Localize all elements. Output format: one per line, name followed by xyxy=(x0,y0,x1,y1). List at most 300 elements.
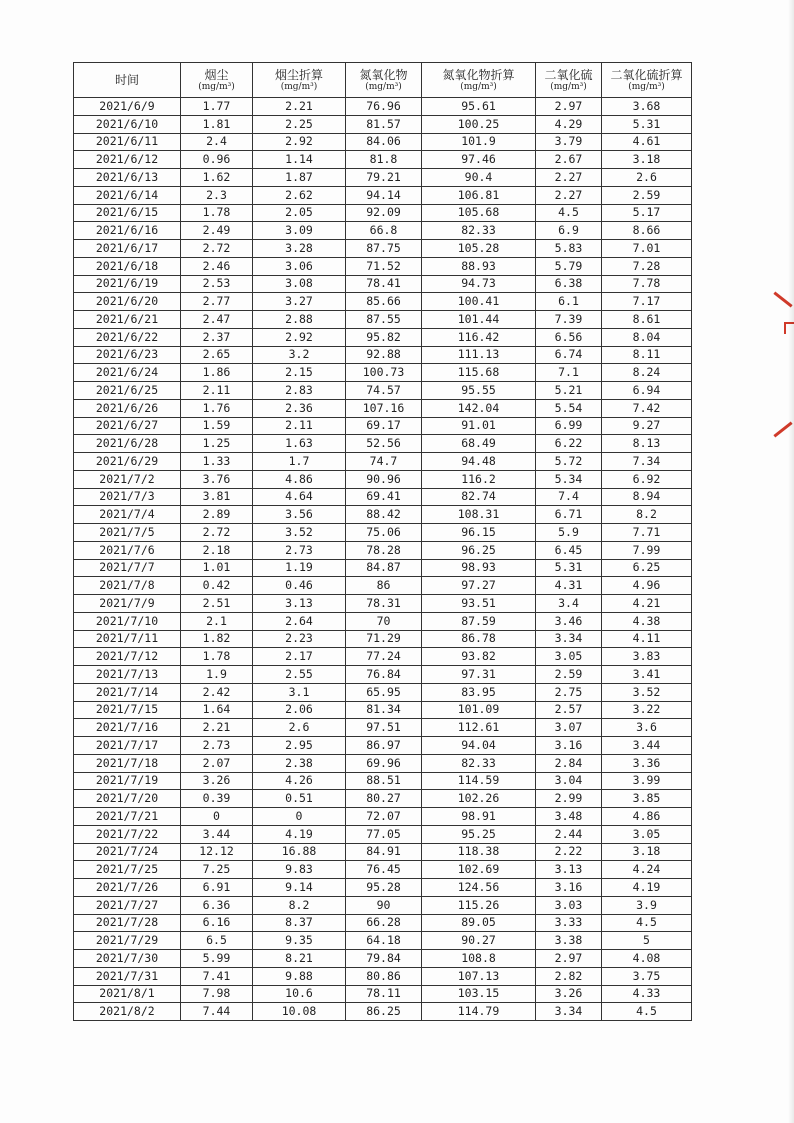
date-cell: 2021/6/9 xyxy=(74,98,181,116)
value-cell: 2.05 xyxy=(253,204,346,222)
value-cell: 3.03 xyxy=(536,896,602,914)
value-cell: 7.99 xyxy=(602,541,692,559)
value-cell: 2.1 xyxy=(181,612,253,630)
value-cell: 86.25 xyxy=(346,1003,422,1021)
value-cell: 115.26 xyxy=(422,896,536,914)
value-cell: 7.4 xyxy=(536,488,602,506)
table-row xyxy=(74,737,692,755)
value-cell: 2.83 xyxy=(253,382,346,400)
value-cell: 7.98 xyxy=(181,985,253,1003)
value-cell: 69.96 xyxy=(346,754,422,772)
value-cell: 2.99 xyxy=(536,790,602,808)
column-header xyxy=(536,63,602,98)
value-cell: 2.37 xyxy=(181,328,253,346)
value-cell: 89.05 xyxy=(422,914,536,932)
table-row xyxy=(74,861,692,879)
value-cell: 112.61 xyxy=(422,719,536,737)
value-cell: 5.34 xyxy=(536,470,602,488)
table-row xyxy=(74,524,692,542)
table-body xyxy=(74,98,692,1021)
value-cell: 5.83 xyxy=(536,240,602,258)
value-cell: 87.55 xyxy=(346,311,422,329)
value-cell: 3.16 xyxy=(536,879,602,897)
table-row xyxy=(74,169,692,187)
value-cell: 4.5 xyxy=(602,914,692,932)
value-cell: 65.95 xyxy=(346,683,422,701)
table-row xyxy=(74,1003,692,1021)
date-cell: 2021/6/25 xyxy=(74,382,181,400)
value-cell: 71.52 xyxy=(346,257,422,275)
value-cell: 100.25 xyxy=(422,115,536,133)
value-cell: 4.31 xyxy=(536,577,602,595)
value-cell: 2.46 xyxy=(181,257,253,275)
value-cell: 8.24 xyxy=(602,364,692,382)
column-header-label: 氮氧化物折算 xyxy=(442,67,515,82)
value-cell: 106.81 xyxy=(422,186,536,204)
table-row xyxy=(74,932,692,950)
column-header-unit: (mg/m³) xyxy=(460,81,497,92)
date-cell: 2021/7/21 xyxy=(74,808,181,826)
value-cell: 2.06 xyxy=(253,701,346,719)
column-header xyxy=(74,63,181,98)
value-cell: 4.5 xyxy=(602,1003,692,1021)
value-cell: 2.11 xyxy=(181,382,253,400)
date-cell: 2021/7/7 xyxy=(74,559,181,577)
table-row xyxy=(74,399,692,417)
value-cell: 2.72 xyxy=(181,524,253,542)
table-row xyxy=(74,577,692,595)
value-cell: 107.16 xyxy=(346,399,422,417)
value-cell: 107.13 xyxy=(422,967,536,985)
value-cell: 8.04 xyxy=(602,328,692,346)
value-cell: 2.73 xyxy=(253,541,346,559)
date-cell: 2021/7/31 xyxy=(74,967,181,985)
column-header xyxy=(253,63,346,98)
date-cell: 2021/7/26 xyxy=(74,879,181,897)
date-cell: 2021/7/8 xyxy=(74,577,181,595)
value-cell: 7.39 xyxy=(536,311,602,329)
value-cell: 90.96 xyxy=(346,470,422,488)
header-row xyxy=(74,63,692,98)
value-cell: 66.28 xyxy=(346,914,422,932)
value-cell: 114.79 xyxy=(422,1003,536,1021)
value-cell: 3.06 xyxy=(253,257,346,275)
value-cell: 0.39 xyxy=(181,790,253,808)
table-row xyxy=(74,417,692,435)
value-cell: 86 xyxy=(346,577,422,595)
table-row xyxy=(74,435,692,453)
value-cell: 79.84 xyxy=(346,950,422,968)
table-row xyxy=(74,311,692,329)
date-cell: 2021/7/9 xyxy=(74,595,181,613)
value-cell: 69.17 xyxy=(346,417,422,435)
value-cell: 105.28 xyxy=(422,240,536,258)
value-cell: 96.15 xyxy=(422,524,536,542)
value-cell: 105.68 xyxy=(422,204,536,222)
value-cell: 84.87 xyxy=(346,559,422,577)
table-row xyxy=(74,612,692,630)
value-cell: 118.38 xyxy=(422,843,536,861)
table-row xyxy=(74,701,692,719)
table-row xyxy=(74,470,692,488)
value-cell: 1.14 xyxy=(253,151,346,169)
table-row xyxy=(74,133,692,151)
value-cell: 2.57 xyxy=(536,701,602,719)
table-row xyxy=(74,772,692,790)
value-cell: 2.17 xyxy=(253,648,346,666)
value-cell: 9.88 xyxy=(253,967,346,985)
value-cell: 3.18 xyxy=(602,843,692,861)
value-cell: 2.84 xyxy=(536,754,602,772)
value-cell: 4.26 xyxy=(253,772,346,790)
value-cell: 6.5 xyxy=(181,932,253,950)
table-row xyxy=(74,896,692,914)
value-cell: 3.52 xyxy=(253,524,346,542)
value-cell: 8.61 xyxy=(602,311,692,329)
value-cell: 6.45 xyxy=(536,541,602,559)
emissions-table xyxy=(73,62,692,1021)
value-cell: 6.22 xyxy=(536,435,602,453)
value-cell: 2.62 xyxy=(253,186,346,204)
value-cell: 2.73 xyxy=(181,737,253,755)
table-row xyxy=(74,825,692,843)
date-cell: 2021/7/17 xyxy=(74,737,181,755)
value-cell: 64.18 xyxy=(346,932,422,950)
value-cell: 6.16 xyxy=(181,914,253,932)
table-row xyxy=(74,98,692,116)
date-cell: 2021/7/10 xyxy=(74,612,181,630)
value-cell: 2.11 xyxy=(253,417,346,435)
value-cell: 4.29 xyxy=(536,115,602,133)
value-cell: 7.17 xyxy=(602,293,692,311)
column-header xyxy=(181,63,253,98)
column-header-label: 烟尘 xyxy=(204,67,229,82)
date-cell: 2021/7/13 xyxy=(74,666,181,684)
value-cell: 9.14 xyxy=(253,879,346,897)
value-cell: 3.9 xyxy=(602,896,692,914)
table-row xyxy=(74,293,692,311)
value-cell: 1.81 xyxy=(181,115,253,133)
value-cell: 2.27 xyxy=(536,186,602,204)
value-cell: 91.01 xyxy=(422,417,536,435)
value-cell: 3.26 xyxy=(181,772,253,790)
value-cell: 95.25 xyxy=(422,825,536,843)
value-cell: 74.7 xyxy=(346,453,422,471)
date-cell: 2021/7/29 xyxy=(74,932,181,950)
value-cell: 7.71 xyxy=(602,524,692,542)
value-cell: 95.28 xyxy=(346,879,422,897)
value-cell: 2.77 xyxy=(181,293,253,311)
table-row xyxy=(74,719,692,737)
value-cell: 2.47 xyxy=(181,311,253,329)
table-row xyxy=(74,790,692,808)
value-cell: 2.4 xyxy=(181,133,253,151)
value-cell: 1.33 xyxy=(181,453,253,471)
column-header-unit: (mg/m³) xyxy=(280,81,318,92)
value-cell: 1.25 xyxy=(181,435,253,453)
value-cell: 4.33 xyxy=(602,985,692,1003)
value-cell: 2.6 xyxy=(253,719,346,737)
value-cell: 8.13 xyxy=(602,435,692,453)
table-row xyxy=(74,754,692,772)
table-row xyxy=(74,222,692,240)
value-cell: 78.31 xyxy=(346,595,422,613)
value-cell: 2.55 xyxy=(253,666,346,684)
value-cell: 5.9 xyxy=(536,524,602,542)
table-row xyxy=(74,346,692,364)
date-cell: 2021/7/11 xyxy=(74,630,181,648)
date-cell: 2021/6/24 xyxy=(74,364,181,382)
value-cell: 82.74 xyxy=(422,488,536,506)
value-cell: 3.13 xyxy=(536,861,602,879)
value-cell: 3.56 xyxy=(253,506,346,524)
table-row xyxy=(74,115,692,133)
value-cell: 95.61 xyxy=(422,98,536,116)
value-cell: 1.64 xyxy=(181,701,253,719)
value-cell: 2.92 xyxy=(253,328,346,346)
date-cell: 2021/6/19 xyxy=(74,275,181,293)
value-cell: 1.62 xyxy=(181,169,253,187)
value-cell: 3.38 xyxy=(536,932,602,950)
column-header xyxy=(602,63,692,98)
value-cell: 3.26 xyxy=(536,985,602,1003)
value-cell: 3.99 xyxy=(602,772,692,790)
value-cell: 84.06 xyxy=(346,133,422,151)
value-cell: 87.59 xyxy=(422,612,536,630)
date-cell: 2021/7/6 xyxy=(74,541,181,559)
date-cell: 2021/7/15 xyxy=(74,701,181,719)
value-cell: 10.6 xyxy=(253,985,346,1003)
value-cell: 3.16 xyxy=(536,737,602,755)
date-cell: 2021/8/2 xyxy=(74,1003,181,1021)
value-cell: 97.51 xyxy=(346,719,422,737)
value-cell: 3.76 xyxy=(181,470,253,488)
table-row xyxy=(74,541,692,559)
value-cell: 88.93 xyxy=(422,257,536,275)
value-cell: 81.34 xyxy=(346,701,422,719)
value-cell: 3.46 xyxy=(536,612,602,630)
value-cell: 6.1 xyxy=(536,293,602,311)
table-row xyxy=(74,488,692,506)
value-cell: 3.13 xyxy=(253,595,346,613)
column-header xyxy=(422,63,536,98)
table-row xyxy=(74,808,692,826)
value-cell: 16.88 xyxy=(253,843,346,861)
table-row xyxy=(74,648,692,666)
value-cell: 93.51 xyxy=(422,595,536,613)
date-cell: 2021/6/23 xyxy=(74,346,181,364)
date-cell: 2021/6/27 xyxy=(74,417,181,435)
value-cell: 3.04 xyxy=(536,772,602,790)
value-cell: 3.09 xyxy=(253,222,346,240)
value-cell: 66.8 xyxy=(346,222,422,240)
value-cell: 5.72 xyxy=(536,453,602,471)
value-cell: 108.8 xyxy=(422,950,536,968)
value-cell: 8.66 xyxy=(602,222,692,240)
value-cell: 4.61 xyxy=(602,133,692,151)
value-cell: 114.59 xyxy=(422,772,536,790)
value-cell: 78.11 xyxy=(346,985,422,1003)
value-cell: 95.55 xyxy=(422,382,536,400)
value-cell: 71.29 xyxy=(346,630,422,648)
value-cell: 3.05 xyxy=(602,825,692,843)
value-cell: 3.79 xyxy=(536,133,602,151)
value-cell: 80.86 xyxy=(346,967,422,985)
value-cell: 77.05 xyxy=(346,825,422,843)
value-cell: 4.19 xyxy=(253,825,346,843)
date-cell: 2021/7/18 xyxy=(74,754,181,772)
value-cell: 98.93 xyxy=(422,559,536,577)
date-cell: 2021/6/26 xyxy=(74,399,181,417)
value-cell: 2.36 xyxy=(253,399,346,417)
value-cell: 5.21 xyxy=(536,382,602,400)
value-cell: 94.48 xyxy=(422,453,536,471)
value-cell: 78.28 xyxy=(346,541,422,559)
value-cell: 3.4 xyxy=(536,595,602,613)
date-cell: 2021/7/24 xyxy=(74,843,181,861)
value-cell: 1.19 xyxy=(253,559,346,577)
table-row xyxy=(74,453,692,471)
scan-edge xyxy=(788,0,794,1123)
value-cell: 72.07 xyxy=(346,808,422,826)
value-cell: 70 xyxy=(346,612,422,630)
value-cell: 9.35 xyxy=(253,932,346,950)
value-cell: 90.4 xyxy=(422,169,536,187)
value-cell: 95.82 xyxy=(346,328,422,346)
date-cell: 2021/6/13 xyxy=(74,169,181,187)
value-cell: 69.41 xyxy=(346,488,422,506)
value-cell: 102.26 xyxy=(422,790,536,808)
table-row xyxy=(74,595,692,613)
value-cell: 3.2 xyxy=(253,346,346,364)
table-row xyxy=(74,240,692,258)
value-cell: 2.75 xyxy=(536,683,602,701)
value-cell: 5.54 xyxy=(536,399,602,417)
value-cell: 2.92 xyxy=(253,133,346,151)
value-cell: 1.87 xyxy=(253,169,346,187)
value-cell: 6.74 xyxy=(536,346,602,364)
value-cell: 1.63 xyxy=(253,435,346,453)
value-cell: 5 xyxy=(602,932,692,950)
date-cell: 2021/7/3 xyxy=(74,488,181,506)
value-cell: 100.73 xyxy=(346,364,422,382)
value-cell: 101.9 xyxy=(422,133,536,151)
value-cell: 5.31 xyxy=(602,115,692,133)
date-cell: 2021/6/20 xyxy=(74,293,181,311)
value-cell: 75.06 xyxy=(346,524,422,542)
value-cell: 10.08 xyxy=(253,1003,346,1021)
value-cell: 52.56 xyxy=(346,435,422,453)
value-cell: 5.17 xyxy=(602,204,692,222)
value-cell: 86.97 xyxy=(346,737,422,755)
date-cell: 2021/6/14 xyxy=(74,186,181,204)
value-cell: 2.53 xyxy=(181,275,253,293)
value-cell: 2.25 xyxy=(253,115,346,133)
table-row xyxy=(74,666,692,684)
value-cell: 2.67 xyxy=(536,151,602,169)
value-cell: 97.31 xyxy=(422,666,536,684)
date-cell: 2021/7/14 xyxy=(74,683,181,701)
value-cell: 78.41 xyxy=(346,275,422,293)
value-cell: 116.42 xyxy=(422,328,536,346)
value-cell: 3.34 xyxy=(536,630,602,648)
column-header-unit: (mg/m³) xyxy=(628,81,665,92)
value-cell: 7.1 xyxy=(536,364,602,382)
value-cell: 93.82 xyxy=(422,648,536,666)
value-cell: 0 xyxy=(253,808,346,826)
value-cell: 3.36 xyxy=(602,754,692,772)
column-header-label: 烟尘折算 xyxy=(274,67,323,82)
value-cell: 88.42 xyxy=(346,506,422,524)
value-cell: 83.95 xyxy=(422,683,536,701)
value-cell: 7.01 xyxy=(602,240,692,258)
value-cell: 2.49 xyxy=(181,222,253,240)
value-cell: 3.44 xyxy=(602,737,692,755)
value-cell: 76.96 xyxy=(346,98,422,116)
date-cell: 2021/7/2 xyxy=(74,470,181,488)
value-cell: 2.07 xyxy=(181,754,253,772)
value-cell: 2.72 xyxy=(181,240,253,258)
value-cell: 8.2 xyxy=(253,896,346,914)
value-cell: 4.64 xyxy=(253,488,346,506)
value-cell: 2.89 xyxy=(181,506,253,524)
table-row xyxy=(74,382,692,400)
value-cell: 90.27 xyxy=(422,932,536,950)
value-cell: 8.11 xyxy=(602,346,692,364)
value-cell: 3.44 xyxy=(181,825,253,843)
date-cell: 2021/6/18 xyxy=(74,257,181,275)
value-cell: 4.11 xyxy=(602,630,692,648)
value-cell: 1.78 xyxy=(181,204,253,222)
value-cell: 80.27 xyxy=(346,790,422,808)
value-cell: 3.83 xyxy=(602,648,692,666)
value-cell: 6.91 xyxy=(181,879,253,897)
column-header-label: 二氧化硫 xyxy=(544,67,593,82)
value-cell: 96.25 xyxy=(422,541,536,559)
value-cell: 1.77 xyxy=(181,98,253,116)
value-cell: 4.96 xyxy=(602,577,692,595)
value-cell: 92.09 xyxy=(346,204,422,222)
date-cell: 2021/7/19 xyxy=(74,772,181,790)
value-cell: 77.24 xyxy=(346,648,422,666)
value-cell: 76.45 xyxy=(346,861,422,879)
date-cell: 2021/6/15 xyxy=(74,204,181,222)
value-cell: 92.88 xyxy=(346,346,422,364)
value-cell: 4.08 xyxy=(602,950,692,968)
value-cell: 3.48 xyxy=(536,808,602,826)
table-row xyxy=(74,257,692,275)
value-cell: 116.2 xyxy=(422,470,536,488)
value-cell: 2.21 xyxy=(253,98,346,116)
value-cell: 101.09 xyxy=(422,701,536,719)
value-cell: 8.37 xyxy=(253,914,346,932)
date-cell: 2021/6/22 xyxy=(74,328,181,346)
value-cell: 3.22 xyxy=(602,701,692,719)
value-cell: 3.52 xyxy=(602,683,692,701)
value-cell: 4.19 xyxy=(602,879,692,897)
value-cell: 2.38 xyxy=(253,754,346,772)
value-cell: 0.46 xyxy=(253,577,346,595)
value-cell: 3.05 xyxy=(536,648,602,666)
table-row xyxy=(74,843,692,861)
value-cell: 86.78 xyxy=(422,630,536,648)
table-row xyxy=(74,151,692,169)
column-header-label: 二氧化硫折算 xyxy=(610,67,683,82)
value-cell: 142.04 xyxy=(422,399,536,417)
value-cell: 4.24 xyxy=(602,861,692,879)
value-cell: 7.42 xyxy=(602,399,692,417)
value-cell: 0.42 xyxy=(181,577,253,595)
